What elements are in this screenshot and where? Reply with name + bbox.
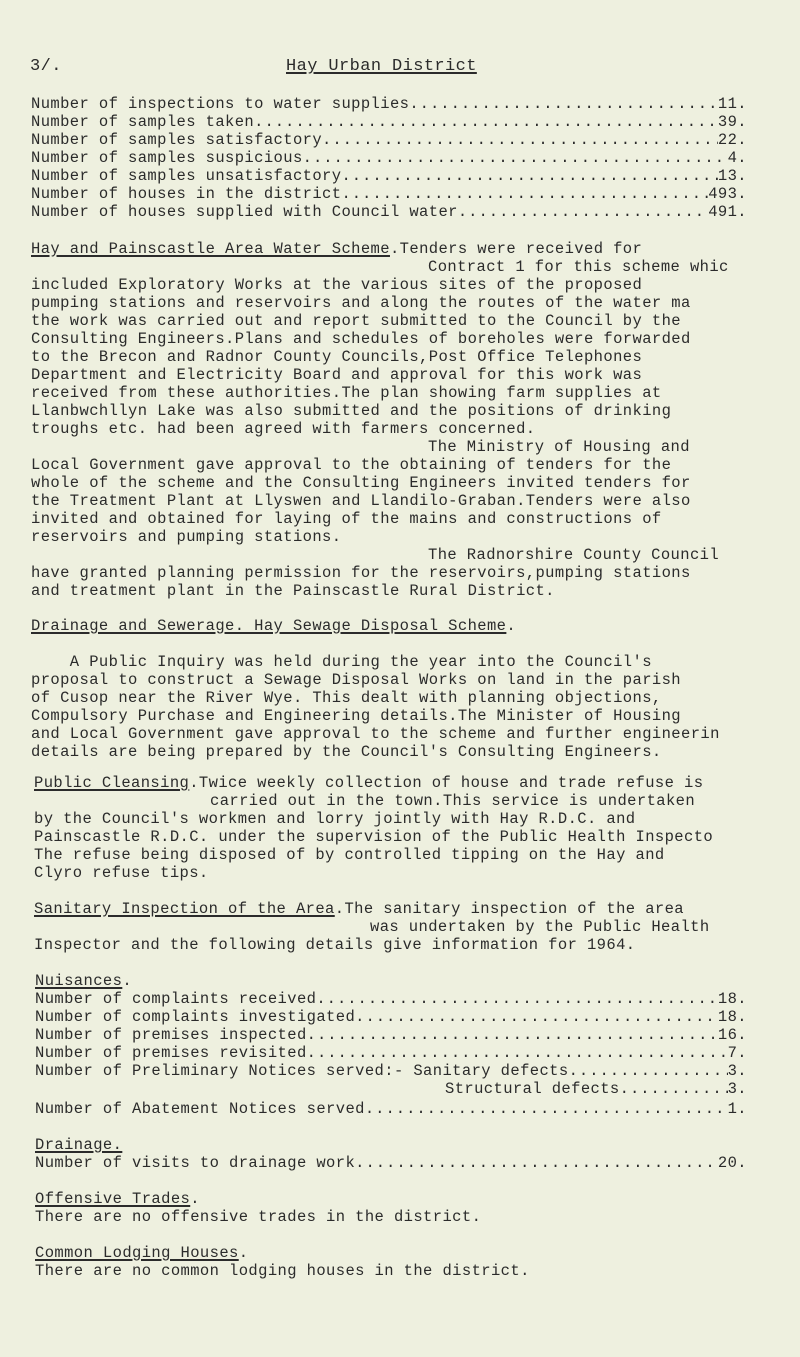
paragraph-line: Painscastle R.D.C. under the supervision of the Public Health Inspecto	[34, 828, 714, 846]
paragraph-line: carried out in the town.This service is undertaken	[210, 792, 696, 810]
stat-label: Number of samples taken	[31, 113, 255, 131]
paragraph-line: the Treatment Plant at Llyswen and Llandilo-Graban.Tenders were also	[31, 492, 691, 510]
stat-label: Number of houses in the district	[31, 185, 342, 203]
common-lodging-heading-line: Common Lodging Houses.	[35, 1244, 249, 1262]
paragraph-line: Consulting Engineers.Plans and schedules of boreholes were forwarded	[31, 330, 691, 348]
section-heading: Sanitary Inspection of the Area	[34, 900, 335, 918]
leader-dots	[341, 167, 717, 185]
paragraph-line: to the Brecon and Radnor County Councils,Post Office Telephones	[31, 348, 643, 366]
drainage-row: Number of visits to drainage work ..... 20.	[35, 1154, 747, 1172]
public-cleansing-first-line: Public Cleansing.Twice weekly collection of house and trade refuse is	[34, 774, 704, 792]
paragraph-line: The Ministry of Housing and	[428, 438, 690, 456]
leader-dots	[341, 185, 708, 203]
paragraph-line: Clyro refuse tips.	[34, 864, 209, 882]
stat-value: 22.	[717, 131, 747, 149]
section-heading: Drainage.	[35, 1136, 123, 1154]
section-heading: Hay and Painscastle Area Water Scheme	[31, 240, 390, 258]
leader-dots	[303, 149, 728, 167]
paragraph-line: Department and Electricity Board and approval for this work was	[31, 366, 643, 384]
paragraph-line: troughs etc. had been agreed with farmers concerned.	[31, 420, 536, 438]
water-stat-row	[31, 185, 747, 203]
paragraph-line: The refuse being disposed of by controlled tipping on the Hay and	[34, 846, 665, 864]
paragraph-line: of Cusop near the River Wye. This dealt with planning objections,	[31, 689, 662, 707]
paragraph-line: There are no offensive trades in the district.	[35, 1208, 482, 1226]
section-heading: Common Lodging Houses	[35, 1244, 239, 1262]
stat-label: Number of inspections to water supplies	[31, 95, 410, 113]
paragraph-line: received from these authorities.The plan showing farm supplies at	[31, 384, 662, 402]
paragraph-line: included Exploratory Works at the various sites of the proposed	[31, 276, 643, 294]
section-heading: Offensive Trades	[35, 1190, 191, 1208]
nuisance-row: Structural defects ..... 3.	[445, 1080, 747, 1098]
nuisance-row: Number of premises revisited ..... 7.	[35, 1044, 747, 1062]
leader-dots	[355, 1154, 718, 1172]
page-number: 3/.	[30, 57, 62, 76]
paragraph-line: pumping stations and reservoirs and along the routes of the water ma	[31, 294, 691, 312]
leader-dots	[569, 1062, 728, 1080]
stat-value: 493.	[708, 185, 747, 203]
paragraph-line: reservoirs and pumping stations.	[31, 528, 342, 546]
stat-label: Number of houses supplied with Council water	[31, 203, 458, 221]
water-stat-row	[31, 95, 747, 113]
paragraph-line: Contract 1 for this scheme whic	[428, 258, 729, 276]
leader-dots	[458, 203, 708, 221]
paragraph-line: Local Government gave approval to the obtaining of tenders for the	[31, 456, 672, 474]
leader-dots	[307, 1026, 718, 1044]
water-stat-row	[31, 113, 747, 131]
water-stat-row	[31, 149, 747, 167]
paragraph-line: Inspector and the following details give information for 1964.	[34, 936, 636, 954]
water-scheme-first-line: Hay and Painscastle Area Water Scheme.Tenders were received for	[31, 240, 643, 258]
leader-dots	[355, 1008, 718, 1026]
paragraph-line: whole of the scheme and the Consulting Engineers invited tenders for	[31, 474, 691, 492]
water-stat-row	[31, 131, 747, 149]
nuisance-row: Number of Abatement Notices served ..... 1.	[35, 1100, 747, 1118]
stat-label: Number of samples satisfactory	[31, 131, 323, 149]
leader-dots	[620, 1080, 728, 1098]
water-stat-row	[31, 167, 747, 185]
stat-label: Number of samples suspicious	[31, 149, 303, 167]
leader-dots	[365, 1100, 728, 1118]
nuisance-row: Number of complaints received ..... 18.	[35, 990, 747, 1008]
stat-value: 11.	[717, 95, 747, 113]
section-heading: Public Cleansing	[34, 774, 190, 792]
paragraph-line: have granted planning permission for the reservoirs,pumping stations	[31, 564, 691, 582]
paragraph-line: and Local Government gave approval to the scheme and further engineerin	[31, 725, 720, 743]
leader-dots	[307, 1044, 728, 1062]
drainage-sewerage-heading-line: Drainage and Sewerage. Hay Sewage Disposal Scheme.	[31, 617, 517, 635]
nuisance-row: Number of Preliminary Notices served:- Sanitary defects ..... 3.	[35, 1062, 747, 1080]
paragraph-line: invited and obtained for laying of the mains and constructions of	[31, 510, 662, 528]
paragraph-line: and treatment plant in the Painscastle Rural District.	[31, 582, 555, 600]
paragraph-line: There are no common lodging houses in the district.	[35, 1262, 530, 1280]
leader-dots	[316, 990, 718, 1008]
nuisance-row: Number of complaints investigated ..... 18.	[35, 1008, 747, 1026]
leader-dots	[409, 95, 718, 113]
paragraph-line: A Public Inquiry was held during the year into the Council's	[31, 653, 652, 671]
paragraph-line: Llanbwchllyn Lake was also submitted and the positions of drinking	[31, 402, 672, 420]
stat-value: 13.	[717, 167, 747, 185]
water-stat-row	[31, 203, 747, 221]
paragraph-line: Compulsory Purchase and Engineering details.The Minister of Housing	[31, 707, 682, 725]
paragraph-line: details are being prepared by the Council's Consulting Engineers.	[31, 743, 662, 761]
paragraph-line: was undertaken by the Public Health	[370, 918, 710, 936]
nuisance-row: Number of premises inspected ..... 16.	[35, 1026, 747, 1044]
section-heading: Drainage and Sewerage. Hay Sewage Disposal Scheme	[31, 617, 507, 635]
paragraph-line: the work was carried out and report submitted to the Council by the	[31, 312, 682, 330]
stat-value: 491.	[708, 203, 747, 221]
leader-dots	[322, 131, 718, 149]
section-heading: Nuisances	[35, 972, 123, 990]
stat-value: 39.	[717, 113, 747, 131]
leader-dots	[254, 113, 718, 131]
sanitary-inspection-first-line: Sanitary Inspection of the Area.The sanitary inspection of the area	[34, 900, 685, 918]
offensive-trades-heading-line: Offensive Trades.	[35, 1190, 200, 1208]
paragraph-line: The Radnorshire County Council	[428, 546, 720, 564]
stat-value: 4.	[727, 149, 747, 167]
nuisances-heading-line: Nuisances.	[35, 972, 133, 990]
page-title: Hay Urban District	[286, 57, 477, 76]
paragraph-line: by the Council's workmen and lorry jointly with Hay R.D.C. and	[34, 810, 636, 828]
stat-label: Number of samples unsatisfactory	[31, 167, 342, 185]
paragraph-line: proposal to construct a Sewage Disposal Works on land in the parish	[31, 671, 682, 689]
